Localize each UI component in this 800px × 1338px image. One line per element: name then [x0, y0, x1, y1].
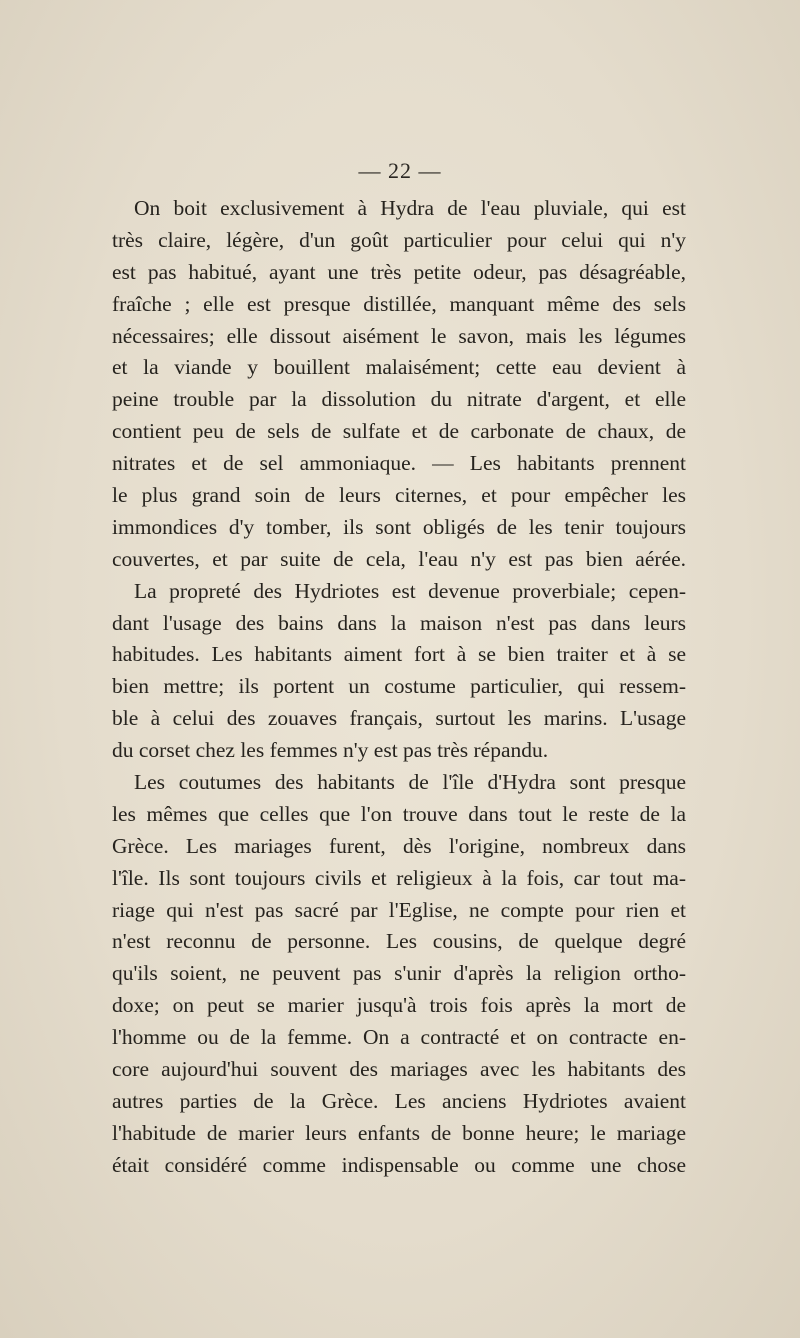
text-line: dant l'usage des bains dans la maison n'est pas dans leurs	[112, 610, 686, 635]
text-line: très claire, légère, d'un goût particulier pour celui qui n'y	[112, 227, 686, 252]
text-line: Les coutumes des habitants de l'île d'Hydra sont presque	[134, 770, 686, 795]
text-line: contient peu de sels de sulfate et de carbonate de chaux, de	[112, 419, 686, 444]
text-line: et la viande y bouillent malaisément; cette eau devient à	[112, 355, 686, 380]
text-line: couvertes, et par suite de cela, l'eau n'y est pas bien aérée.	[112, 546, 686, 571]
text-line: nitrates et de sel ammoniaque. — Les habitants prennent	[112, 451, 686, 476]
text-line: doxe; on peut se marier jusqu'à trois fois après la mort de	[112, 993, 686, 1018]
text-line: était considéré comme indispensable ou comme une chose	[112, 1152, 686, 1177]
text-line: n'est reconnu de personne. Les cousins, de quelque degré	[112, 929, 686, 954]
text-line: core aujourd'hui souvent des mariages avec les habitants des	[112, 1057, 686, 1082]
text-line: nécessaires; elle dissout aisément le savon, mais les légumes	[112, 323, 686, 348]
text-line: le plus grand soin de leurs citernes, et pour empêcher les	[112, 483, 686, 508]
text-line: peine trouble par la dissolution du nitrate d'argent, et elle	[112, 387, 686, 412]
text-line: Grèce. Les mariages furent, dès l'origine, nombreux dans	[112, 833, 686, 858]
text-line: l'île. Ils sont toujours civils et religieux à la fois, car tout ma-	[112, 865, 686, 890]
text-line: La propreté des Hydriotes est devenue proverbiale; cepen-	[134, 578, 686, 603]
text-line: ble à celui des zouaves français, surtout les marins. L'usage	[112, 706, 686, 731]
text-line: On boit exclusivement à Hydra de l'eau pluviale, qui est	[134, 196, 686, 220]
text-line: l'homme ou de la femme. On a contracté et on contracte en-	[112, 1025, 686, 1050]
text-line: riage qui n'est pas sacré par l'Eglise, ne compte pour rien et	[112, 897, 686, 922]
text-line: les mêmes que celles que l'on trouve dans tout le reste de la	[112, 801, 686, 826]
text-line: est pas habitué, ayant une très petite odeur, pas désagréable,	[112, 259, 686, 284]
page-number: — 22 —	[358, 158, 442, 183]
body-text	[112, 193, 686, 1182]
text-line: habitudes. Les habitants aiment fort à se bien traiter et à se	[112, 642, 686, 667]
text-line: l'habitude de marier leurs enfants de bonne heure; le mariage	[112, 1120, 686, 1145]
text-line: immondices d'y tomber, ils sont obligés de les tenir toujours	[112, 514, 686, 539]
text-line: bien mettre; ils portent un costume particulier, qui ressem-	[112, 674, 686, 699]
text-line: du corset chez les femmes n'y est pas très répandu.	[112, 738, 549, 763]
text-line: autres parties de la Grèce. Les anciens Hydriotes avaient	[112, 1088, 686, 1113]
text-line: qu'ils soient, ne peuvent pas s'unir d'après la religion ortho-	[112, 961, 686, 986]
text-line: fraîche ; elle est presque distillée, manquant même des sels	[112, 291, 686, 316]
